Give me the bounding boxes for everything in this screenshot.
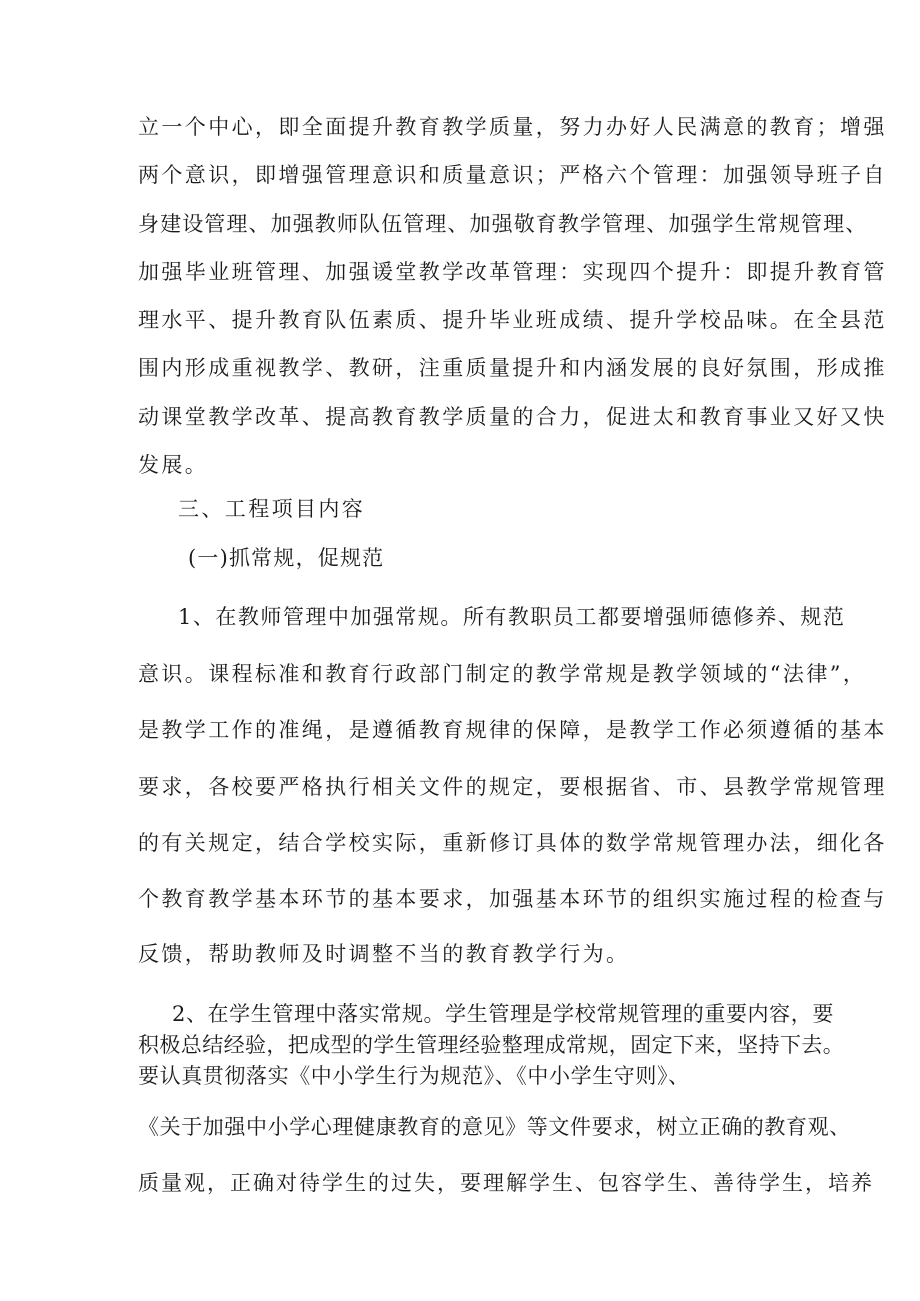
paragraph-line: 要求，各校要严格执行相关文件的规定，要根据省、市、县教学常规管理 xyxy=(138,775,887,799)
paragraph-line: 围内形成重视教学、教研，注重质量提升和内涵发展的良好氛围，形成推 xyxy=(138,356,887,380)
paragraph-line: 1、在教师管理中加强常规。所有教职员工都要增强师德修养、规范 xyxy=(178,605,846,629)
paragraph-line: 两个意识，即增强管理意识和质量意识；严格六个管理：加强领导班子自 xyxy=(138,163,887,187)
paragraph-line: 个教育教学基本环节的基本要求，加强基本环节的组织实施过程的检查与 xyxy=(138,887,887,911)
paragraph-line: 立一个中心，即全面提升教育教学质量，努力办好人民满意的教育；增强 xyxy=(138,115,887,139)
paragraph-line: 的有关规定，结合学校实际，重新修订具体的数学常规管理办法，细化各 xyxy=(138,831,887,855)
paragraph-line: 身建设管理、加强教师队伍管理、加强敬育教学管理、加强学生常规管理、 xyxy=(138,212,868,236)
paragraph-line: 《关于加强中小学心理健康教育的意见》等文件要求，树立正确的教育观、 xyxy=(138,1115,851,1139)
paragraph-line: 加强毕业班管理、加强谖堂教学改革管理：实现四个提升：即提升教育管 xyxy=(138,260,887,284)
paragraph-line: 2、在学生管理中落实常规。学生管理是学校常规管理的重要内容，要 xyxy=(172,1002,834,1026)
paragraph-line: 发展。 xyxy=(138,453,209,477)
paragraph-line: 理水平、提升教育队伍素质、提升毕业班成绩、提升学校品味。在全县范 xyxy=(138,308,887,332)
paragraph-line: 反馈，帮助教师及时调整不当的教育教学行为。 xyxy=(138,942,630,966)
paragraph-line: 动课堂教学改革、提高教育教学质量的合力，促进太和教育事业又好又快 xyxy=(138,405,887,429)
section-heading: 三、工程项目内容 xyxy=(178,497,366,521)
paragraph-line: 意识。课程标准和教育行政部门制定的教学常规是教学领域的“法律”， xyxy=(138,662,867,686)
paragraph-line: 要认真贯彻落实《中小学生行为规范》、《中小学生守则》、 xyxy=(138,1064,690,1088)
paragraph-line: 质量观，正确对待学生的过失，要理解学生、包容学生、善待学生，培养 xyxy=(138,1171,874,1195)
paragraph-line: 积极总结经验，把成型的学生管理经验整理成常规，固定下来，坚持下去。 xyxy=(138,1033,845,1057)
paragraph-line: 是教学工作的准绳，是遵循教育规律的保障，是教学工作必须遵循的基本 xyxy=(138,718,887,742)
subsection-heading: (一)抓常规，促规范 xyxy=(188,546,385,570)
